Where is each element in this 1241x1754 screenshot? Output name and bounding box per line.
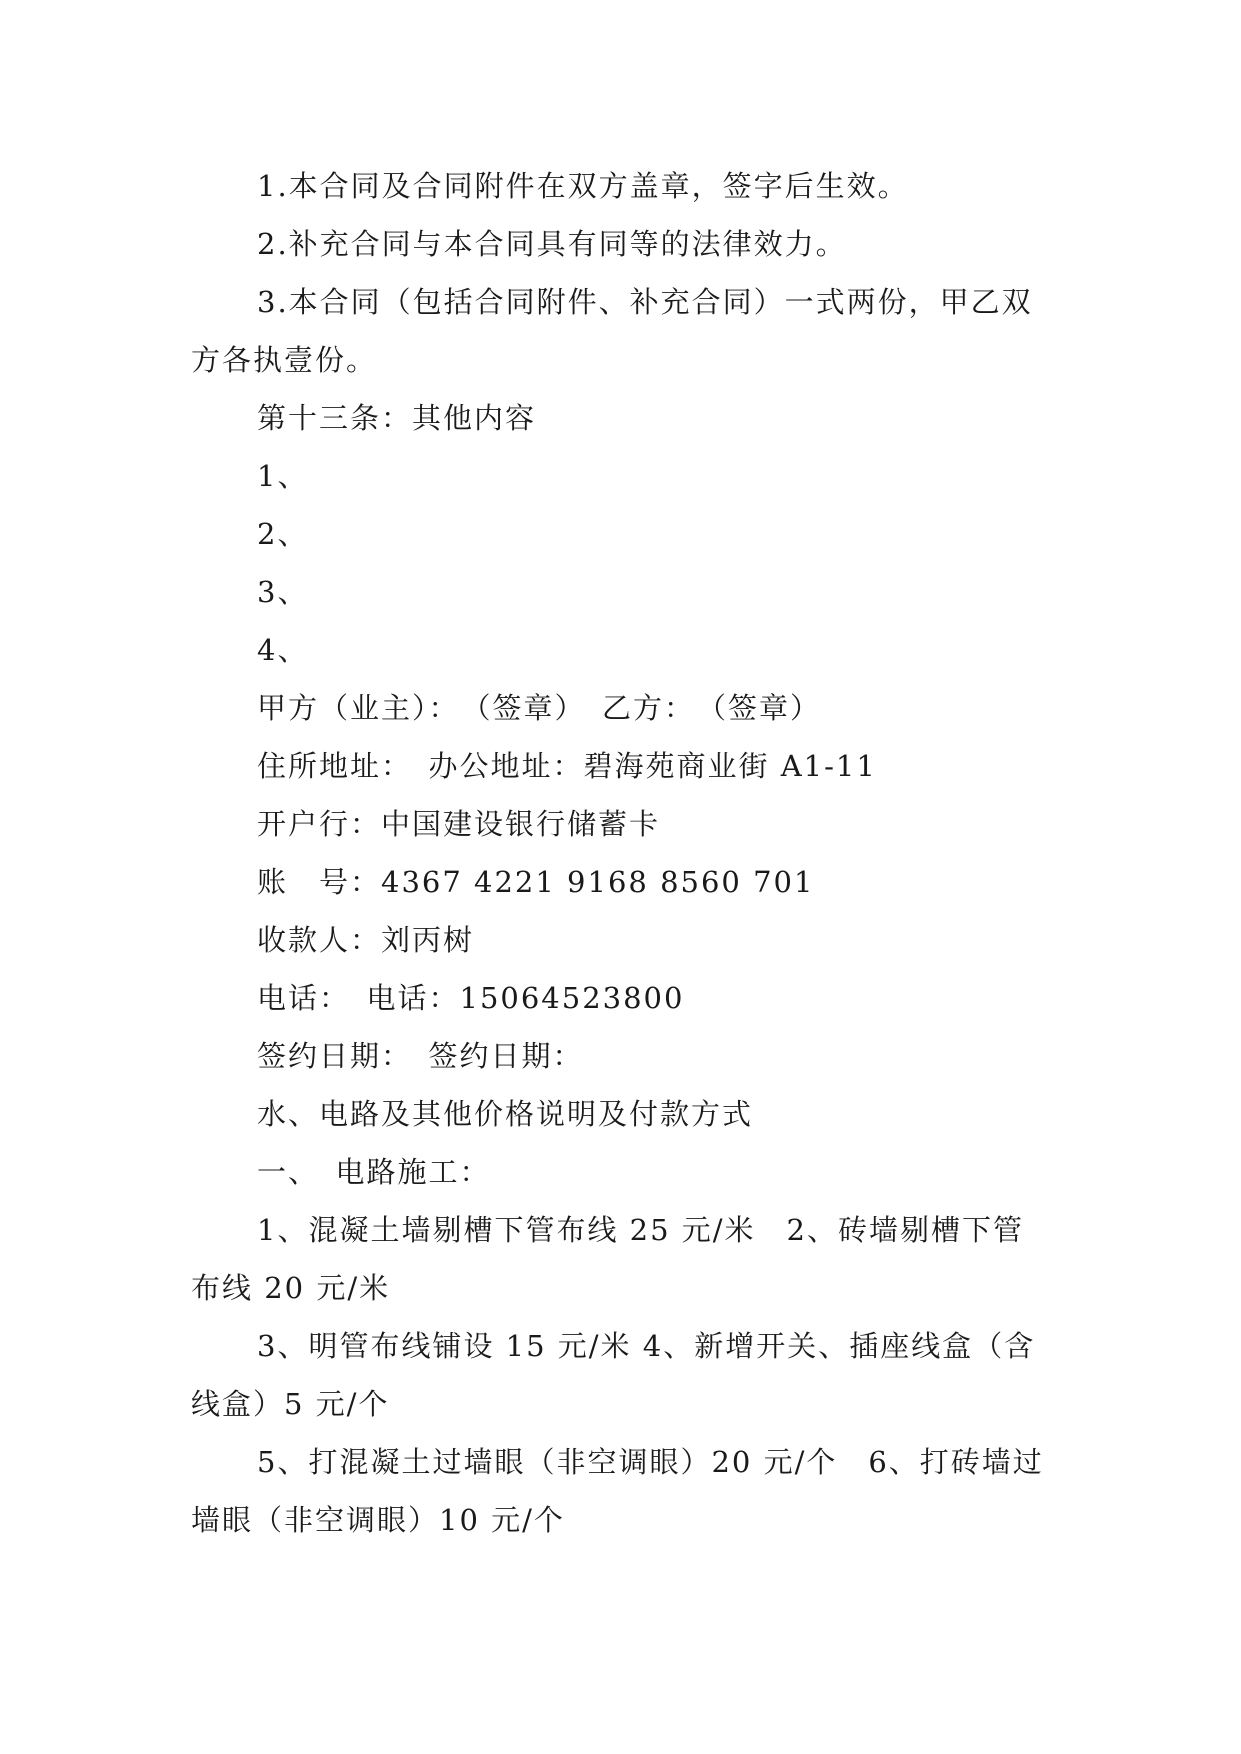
document-body <box>191 157 1051 1549</box>
price-item-1-2: 1、混凝土墙剔槽下管布线 25 元/米 2、砖墙剔槽下管布线 20 元/米 <box>191 1213 1025 1305</box>
price-section-title: 水、电路及其他价格说明及付款方式 <box>257 1097 754 1131</box>
clause-copies: 3.本合同（包括合同附件、补充合同）一式两份，甲乙双方各执壹份。 <box>191 285 1033 377</box>
other-item-2: 2、 <box>257 517 309 551</box>
signature-line: 甲方（业主）： （签章） 乙方： （签章） <box>257 691 822 725</box>
clause-effective: 1.本合同及合同附件在双方盖章，签字后生效。 <box>257 169 909 203</box>
account-line: 账 号：4367 4221 9168 8560 701 <box>257 865 815 899</box>
article-heading: 第十三条：其他内容 <box>257 401 537 435</box>
other-item-3: 3、 <box>257 575 309 609</box>
other-item-1: 1、 <box>257 459 309 493</box>
electrical-heading: 一、 电路施工： <box>257 1155 491 1189</box>
price-item-3-4: 3、明管布线铺设 15 元/米 4、新增开关、插座线盒（含线盒）5 元/个 <box>191 1329 1036 1421</box>
clause-supplement: 2.补充合同与本合同具有同等的法律效力。 <box>257 227 847 261</box>
other-item-4: 4、 <box>257 633 309 667</box>
price-item-5-6: 5、打混凝土过墙眼（非空调眼）20 元/个 6、打砖墙过墙眼（非空调眼）10 元/个 <box>191 1445 1044 1537</box>
address-line: 住所地址： 办公地址：碧海苑商业街 A1-11 <box>257 749 877 783</box>
sign-date-line: 签约日期： 签约日期： <box>257 1039 584 1073</box>
bank-line: 开户行：中国建设银行储蓄卡 <box>257 807 661 841</box>
payee-line: 收款人：刘丙树 <box>257 923 475 957</box>
phone-line: 电话： 电话：15064523800 <box>257 981 685 1015</box>
